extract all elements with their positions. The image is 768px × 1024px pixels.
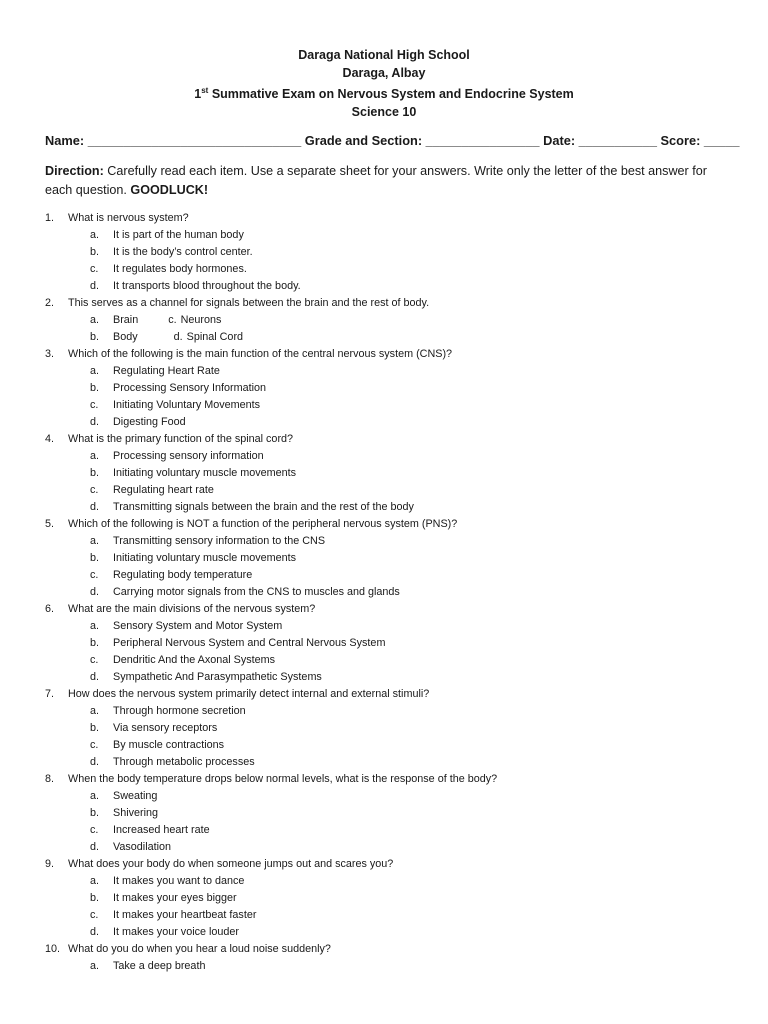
question-list <box>45 210 725 975</box>
choice-letter: d. <box>90 926 100 938</box>
direction-text: Carefully read each item. Use a separate sheet for your answers. Write only the letter of the best answer for each question. <box>45 164 707 197</box>
question-text: What is nervous system? <box>68 212 189 224</box>
direction-emphasis: GOODLUCK! <box>130 183 209 197</box>
choice <box>45 499 725 516</box>
choice-text: Shivering <box>113 807 159 819</box>
choice <box>45 890 725 907</box>
choice <box>45 703 725 720</box>
question-text: What does your body do when someone jumps out and scares you? <box>68 858 394 870</box>
choice-letter: a. <box>90 535 100 547</box>
choice-text: It regulates body hormones. <box>113 263 247 275</box>
choice <box>45 261 725 278</box>
choice-letter: d. <box>90 756 100 768</box>
choice-letter: c. <box>90 263 99 275</box>
choice <box>45 278 725 295</box>
question-number: 8. <box>45 773 55 785</box>
choice <box>45 533 725 550</box>
choice-row <box>45 329 725 346</box>
choice <box>45 924 725 941</box>
exam-ordinal: 1 <box>194 87 202 102</box>
choice-letter: a. <box>90 450 100 462</box>
question-text: Which of the following is NOT a function of the peripheral nervous system (PNS)? <box>68 518 458 530</box>
question-10 <box>45 941 725 958</box>
question-text: How does the nervous system primarily detect internal and external stimuli? <box>68 688 430 700</box>
question-number: 3. <box>45 348 55 360</box>
choice-text: Regulating Heart Rate <box>113 365 220 377</box>
choice-letter: b. <box>90 382 100 394</box>
choice <box>45 754 725 771</box>
choice-letter: a. <box>90 314 100 326</box>
choice-text: It makes your eyes bigger <box>113 892 237 904</box>
student-info-line <box>45 133 740 148</box>
question-text: When the body temperature drops below normal levels, what is the response of the body? <box>68 773 498 785</box>
choice <box>45 652 725 669</box>
choice-text: It makes you want to dance <box>113 875 245 887</box>
choice <box>45 805 725 822</box>
choice-text: Through hormone secretion <box>113 705 246 717</box>
choice-text: It makes your voice louder <box>113 926 240 938</box>
question-2 <box>45 295 725 312</box>
choice-text: Body <box>113 331 138 343</box>
choice-text: Sympathetic And Parasympathetic Systems <box>113 671 322 683</box>
direction-label: Direction: <box>45 164 104 178</box>
choice-text: Initiating Voluntary Movements <box>113 399 261 411</box>
choice-text: Sensory System and Motor System <box>113 620 283 632</box>
question-number: 1. <box>45 212 55 224</box>
choice <box>45 482 725 499</box>
choice <box>45 822 725 839</box>
choice <box>45 448 725 465</box>
choice <box>45 397 725 414</box>
question-number: 7. <box>45 688 55 700</box>
question-5 <box>45 516 725 533</box>
name-blank: ______________________________ <box>87 133 302 148</box>
question-number: 4. <box>45 433 55 445</box>
name-label: Name: <box>45 133 85 148</box>
choice-letter: c. <box>90 484 99 496</box>
choice <box>45 244 725 261</box>
question-6 <box>45 601 725 618</box>
direction <box>45 162 725 200</box>
choice-letter: b. <box>90 331 100 343</box>
choice-text: Initiating voluntary muscle movements <box>113 552 297 564</box>
date-blank: ___________ <box>578 133 657 148</box>
choice-text: Transmitting sensory information to the CNS <box>113 535 326 547</box>
score-label: Score: <box>660 133 701 148</box>
question-text: Which of the following is the main function of the central nervous system (CNS)? <box>68 348 453 360</box>
choice-text: Carrying motor signals from the CNS to muscles and glands <box>113 586 400 598</box>
question-number: 6. <box>45 603 55 615</box>
question-9 <box>45 856 725 873</box>
choice-letter: d. <box>90 280 100 292</box>
choice-letter: c. <box>168 314 177 326</box>
choice-text: By muscle contractions <box>113 739 225 751</box>
choice-letter: a. <box>90 365 100 377</box>
choice-letter: d. <box>173 331 183 343</box>
choice-letter: b. <box>90 467 100 479</box>
question-7 <box>45 686 725 703</box>
date-label: Date: <box>543 133 576 148</box>
choice-text: Initiating voluntary muscle movements <box>113 467 297 479</box>
choice-text: Transmitting signals between the brain and the rest of the body <box>113 501 414 513</box>
question-number: 5. <box>45 518 55 530</box>
choice <box>45 669 725 686</box>
question-number: 10. <box>45 943 61 955</box>
choice-letter: d. <box>90 841 100 853</box>
exam-title-text: Summative Exam on Nervous System and Endocrine System <box>211 87 574 102</box>
choice-letter: b. <box>90 722 100 734</box>
choice-letter: a. <box>90 960 100 972</box>
question-text: This serves as a channel for signals between the brain and the rest of body. <box>68 297 430 309</box>
choice-letter: a. <box>90 620 100 632</box>
choice-text: Brain <box>113 314 139 326</box>
choice <box>45 567 725 584</box>
choice-letter: b. <box>90 637 100 649</box>
choice-row <box>45 312 725 329</box>
choice-letter: a. <box>90 790 100 802</box>
choice-text: Processing sensory information <box>113 450 264 462</box>
choice <box>45 907 725 924</box>
choice-text: It is the body’s control center. <box>113 246 253 258</box>
choice-text: Dendritic And the Axonal Systems <box>113 654 276 666</box>
score-blank: _____ <box>703 133 740 148</box>
choice <box>45 788 725 805</box>
choice-text: Spinal Cord <box>186 331 244 343</box>
choice <box>45 635 725 652</box>
question-text: What is the primary function of the spinal cord? <box>68 433 294 445</box>
question-3 <box>45 346 725 363</box>
question-number: 2. <box>45 297 55 309</box>
choice <box>45 839 725 856</box>
choice-text: It transports blood throughout the body. <box>113 280 301 292</box>
school-location: Daraga, Albay <box>342 65 426 80</box>
choice-letter: c. <box>90 569 99 581</box>
choice-text: Regulating heart rate <box>113 484 214 496</box>
school-name: Daraga National High School <box>298 48 470 62</box>
question-text: What are the main divisions of the nervous system? <box>68 603 316 615</box>
choice-letter: a. <box>90 229 100 241</box>
choice-letter: c. <box>90 909 99 921</box>
choice-letter: b. <box>90 246 100 258</box>
grade-label: Grade and Section: <box>304 133 423 148</box>
choice-text: Neurons <box>180 314 222 326</box>
choice-letter: a. <box>90 875 100 887</box>
choice-letter: d. <box>90 416 100 428</box>
choice <box>45 414 725 431</box>
choice-letter: b. <box>90 892 100 904</box>
choice-letter: d. <box>90 501 100 513</box>
choice-text: Take a deep breath <box>113 960 206 972</box>
choice-letter: c. <box>90 654 99 666</box>
choice-text: Processing Sensory Information <box>113 382 267 394</box>
choice <box>45 380 725 397</box>
choice-text: Peripheral Nervous System and Central Nervous System <box>113 637 386 649</box>
choice-text: Vasodilation <box>113 841 172 853</box>
choice-text: Through metabolic processes <box>113 756 255 768</box>
question-8 <box>45 771 725 788</box>
choice-text: Via sensory receptors <box>113 722 218 734</box>
choice <box>45 618 725 635</box>
choice <box>45 958 725 975</box>
choice <box>45 363 725 380</box>
choice-letter: c. <box>90 824 99 836</box>
question-number: 9. <box>45 858 55 870</box>
choice <box>45 737 725 754</box>
grade-blank: ________________ <box>425 133 540 148</box>
choice-text: It makes your heartbeat faster <box>113 909 257 921</box>
exam-ordinal-suffix: st <box>201 86 209 95</box>
choice <box>45 584 725 601</box>
question-4 <box>45 431 725 448</box>
choice-text: Digesting Food <box>113 416 186 428</box>
choice-letter: b. <box>90 552 100 564</box>
choice-letter: d. <box>90 586 100 598</box>
subject: Science 10 <box>351 104 417 119</box>
choice-letter: c. <box>90 399 99 411</box>
choice-letter: b. <box>90 807 100 819</box>
choice-letter: d. <box>90 671 100 683</box>
choice <box>45 465 725 482</box>
choice <box>45 873 725 890</box>
choice-text: Sweating <box>113 790 158 802</box>
question-1 <box>45 210 725 227</box>
question-text: What do you do when you hear a loud noise suddenly? <box>68 943 331 955</box>
exam-title <box>0 82 768 104</box>
choice <box>45 550 725 567</box>
choice <box>45 227 725 244</box>
choice <box>45 720 725 737</box>
choice-text: Increased heart rate <box>113 824 210 836</box>
choice-letter: c. <box>90 739 99 751</box>
choice-letter: a. <box>90 705 100 717</box>
choice-text: It is part of the human body <box>113 229 244 241</box>
exam-header <box>0 47 768 121</box>
choice-text: Regulating body temperature <box>113 569 253 581</box>
